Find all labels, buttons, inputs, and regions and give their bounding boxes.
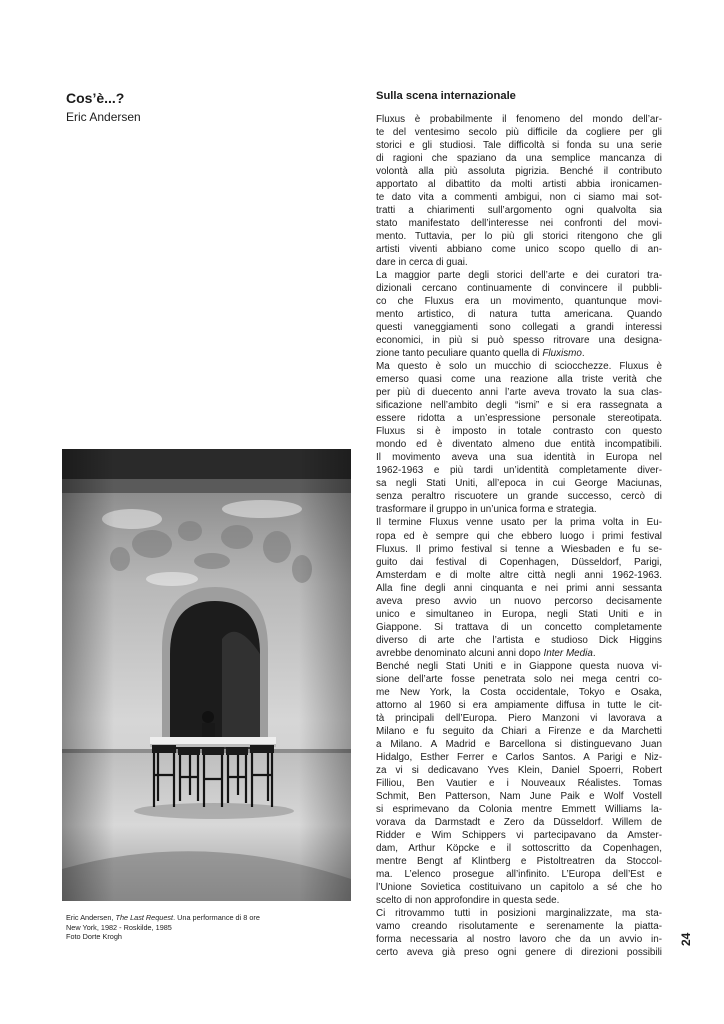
body-line: dam, Arthur Köpcke e il sottoscritto da Copenhagen, <box>376 842 662 854</box>
body-line: Milano e fu seguito da Chiari a Firenze e da Marchetti <box>376 725 662 737</box>
body-line: Ci ritrovammo tutti in posizioni marginalizzate, ma sta- <box>376 907 662 919</box>
body-line: artisti viventi abbiano come unico scopo quello di an- <box>376 244 662 256</box>
body-line: Giappone. Si trattava di un concetto completamente <box>376 621 662 633</box>
body-line: te del ventesimo secolo più difficile da cogliere per gli <box>376 127 662 139</box>
body-line: sione dell’arte fosse penetrata solo nei mega centri co- <box>376 673 662 685</box>
body-line: te dato vita a commenti ambigui, non ci siamo mai sot- <box>376 192 662 204</box>
body-line: unico e simultaneo in Europa, negli Stati Uniti e in <box>376 608 662 620</box>
body-line: economici, in più si può spesso ritrovare una designa- <box>376 335 662 347</box>
body-line: scelto di non approfondire in questa sede. <box>376 894 560 906</box>
body-line: Hidalgo, Esther Ferrer e Carlos Santos. A Parigi e Niz- <box>376 751 662 763</box>
body-line: aveva preso avvio un nuovo percorso decisamente <box>376 595 662 607</box>
page-title: Cos’è...? <box>66 90 125 106</box>
body-line: storici e gli studiosi. Tale difficoltà si fonda su una serie <box>376 140 662 152</box>
body-line: senza peraltro riscuotere un grande successo, cercò di <box>376 491 662 503</box>
performance-photograph <box>62 449 351 901</box>
body-line: Benché negli Stati Uniti e in Giappone questa nuova vi- <box>376 660 662 672</box>
body-line: La maggior parte degli storici dell’arte e dei curatori tra- <box>376 270 662 282</box>
body-line: forma necessaria al nostro lavoro che da un avvio in- <box>376 933 662 945</box>
body-line: sificazione nell’ambito degli “ismi” e si era rassegnata a <box>376 400 662 412</box>
body-line: Fluxus è probabilmente il fenomeno del mondo dell’ar- <box>376 114 662 125</box>
body-line: emerso quasi come una reazione alla triste verità che <box>376 374 662 386</box>
body-line: diverso di arte che l’artista e studioso Dick Higgins <box>376 634 662 646</box>
body-line: zione tanto peculiare quanto quella di Fluxismo. <box>376 348 585 360</box>
body-line: avrebbe denominato alcuni anni dopo Inter Media. <box>376 647 596 659</box>
body-line: mento artistico, di natura tutta americana. Quando <box>376 309 662 321</box>
body-line: dizionali cercano continuamente di convincere il pubbli- <box>376 283 662 295</box>
body-line: Ma questo è solo un mucchio di sciocchezze. Fluxus è <box>376 361 662 373</box>
article-body <box>376 113 662 959</box>
body-line: stato manifestato dell’interesse nei confronti del movi- <box>376 218 662 230</box>
body-line: tratti a chiarimenti sull’argomento ogni qualvolta sia <box>376 205 662 217</box>
photo-caption <box>66 913 356 942</box>
body-line: questi vaneggiamenti sono collegati a grandi interessi <box>376 322 662 334</box>
body-line: Fluxus. Il primo festival si tenne a Wiesbaden e fu se- <box>376 543 662 555</box>
body-line: tà principali dell’Europa. Piero Manzoni vi lavorava a <box>376 712 662 724</box>
body-line: sa negli Stati Uniti, all’epoca in cui George Maciunas, <box>376 478 662 490</box>
body-line: trasformare il gruppo in un’unica forma e strategia. <box>376 504 597 516</box>
body-line: ropa ed è sempre qui che ebbero luogo i primi festival <box>376 530 662 542</box>
body-line: apportato al dibattito da molti artisti abbia ironicamen- <box>376 179 662 191</box>
body-line: Fluxus si è imposto in totale contrasto con questo <box>376 426 662 438</box>
caption-line-3: Foto Dorte Krogh <box>66 932 122 942</box>
body-line: vorava da Darmstadt e Zero da Düsseldorf. Willem de <box>376 816 662 828</box>
body-line: co che Fluxus era un movimento, quantunque movi- <box>376 296 662 308</box>
body-line: mentre Bengt af Klintberg e Pistoltreatren da Stoccol- <box>376 855 662 867</box>
body-line: Schmit, Ben Patterson, Nam June Paik e Wolf Vostell <box>376 790 662 802</box>
body-line: za vi si dedicavano Yves Klein, Daniel Spoerri, Robert <box>376 764 662 776</box>
body-line: volontà alla più assoluta pigrizia. Benché il contributo <box>376 166 662 178</box>
body-line: guito dai festival di Copenhagen, Düsseldorf, Parigi, <box>376 556 662 568</box>
body-line: Alla fine degli anni cinquanta e nei primi anni sessanta <box>376 582 662 594</box>
body-line: l’Unione Sovietica costituivano un capitolo a sé che ho <box>376 881 662 893</box>
body-line: a Milano. A Madrid e Barcellona si distinguevano Juan <box>376 738 662 750</box>
body-line: dare in cerca di guai. <box>376 257 468 269</box>
body-line: mento. Tuttavia, per lo più gli storici ritengono che gli <box>376 231 662 243</box>
body-line: Amsterdam e di molte altre città negli anni 1962-1963. <box>376 569 662 581</box>
body-line: per più di duecento anni l’arte aveva trovato la sua clas- <box>376 387 662 399</box>
caption-line-2: New York, 1982 - Roskilde, 1985 <box>66 922 172 932</box>
body-line: si esprimevano da Colonia mentre Emmett Williams la- <box>376 803 662 815</box>
italic-fluxismo: Fluxismo <box>542 348 582 360</box>
body-line: essere ridotta a un’espressione personale stereotipata. <box>376 413 662 425</box>
body-line: me New York, la Costa occidentale, Tokyo e Osaka, <box>376 686 662 698</box>
body-line: Ridder e Wim Schippers vi partecipavano da Amster- <box>376 829 662 841</box>
author-name: Eric Andersen <box>66 110 141 124</box>
body-line: mondo ed è diventato almeno due entità incompatibili. <box>376 439 662 451</box>
body-line: attorno al 1960 si era ampiamente diffusa in tutte le cit- <box>376 699 662 711</box>
section-heading: Sulla scena internazionale <box>376 90 516 102</box>
body-line: Filliou, Ben Vautier e i Nouveaux Réalistes. Tomas <box>376 777 662 789</box>
body-line: 1962-1963 e più tardi un’identità completamente diver- <box>376 465 662 477</box>
body-line: Il termine Fluxus venne usato per la prima volta in Eu- <box>376 517 662 529</box>
page-number: 24 <box>679 932 693 946</box>
body-line: ma. L’elenco prosegue all’infinito. L’Europa dell’Est e <box>376 868 662 880</box>
body-line: Il movimento aveva una sua identità in Europa nel <box>376 452 662 464</box>
body-line: certo aveva già preso ogni genere di direzioni possibili <box>376 947 662 958</box>
body-line: vamo creando risolutamente e serenamente la piatta- <box>376 920 662 932</box>
italic-inter-media: Inter Media <box>543 647 593 659</box>
caption-line-1: Eric Andersen, The Last Request. Una performance di 8 ore <box>66 913 260 922</box>
body-line: di ragioni che spaziano da una semplice mancanza di <box>376 153 662 165</box>
